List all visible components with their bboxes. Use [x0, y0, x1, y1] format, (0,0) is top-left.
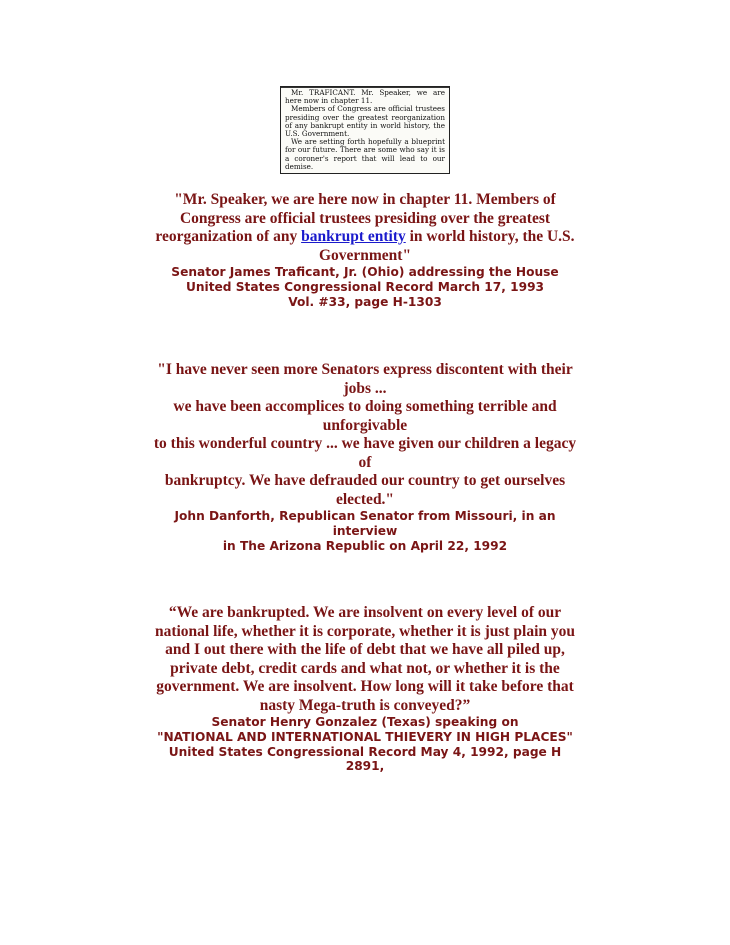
- quote-danforth-line-4: bankruptcy. We have defrauded our country to get ourselves elected.": [164, 472, 566, 508]
- quote-danforth-line-1: "I have never seen more Senators express discontent with their jobs ...: [157, 361, 573, 397]
- clipping-top-rule: [281, 87, 449, 88]
- quote-block-gonzalez: [150, 604, 580, 774]
- quote-block-traficant: [150, 191, 580, 309]
- quote-traficant-part-1: "Mr. Speaker, we are here now in chapter 11. Members of Congress are official trustees presiding over the greatest reorganization of any: [155, 191, 556, 245]
- quote-gonzalez-text: “We are bankrupted. We are insolvent on every level of our national life, whether it is corporate, whether it is just plain you and I out there with the life of debt that we have all piled up, private debt, credit cards and what not, or whether it is the government. We are insolvent. How long will it take before that nasty Mega-truth is conveyed?”: [154, 604, 576, 714]
- attribution-danforth-line-1: John Danforth, Republican Senator from Missouri, in an interview: [174, 509, 556, 538]
- clipping-line-2: Members of Congress are official trustees presiding over the greatest reorganization of any bankrupt entity in world history, the U.S. Government.: [285, 104, 445, 139]
- quote-danforth-line-3: to this wonderful country ... we have given our children a legacy of: [153, 435, 577, 471]
- clipping-line-1: Mr. TRAFICANT. Mr. Speaker, we are here now in chapter 11.: [285, 88, 445, 106]
- attribution-traficant-line-3: Vol. #33, page H-1303: [288, 294, 442, 309]
- attribution-gonzalez-line-1: Senator Henry Gonzalez (Texas) speaking on: [211, 715, 519, 729]
- clipping-line-3: We are setting forth hopefully a blueprint for our future. There are some who say it is a coroner's report that will lead to our demise.: [285, 137, 445, 171]
- quote-danforth-line-2: we have been accomplices to doing something terrible and unforgivable: [173, 398, 557, 434]
- attribution-gonzalez-line-3: United States Congressional Record May 4, 1992, page H 2891,: [168, 744, 562, 774]
- quote-traficant-part-2: in world history, the U.S. Government": [318, 228, 575, 264]
- newspaper-clipping-image: [280, 86, 450, 174]
- quote-traficant-text: [150, 191, 580, 265]
- quote-block-danforth: [150, 361, 580, 553]
- bankrupt-entity-link[interactable]: bankrupt entity: [301, 228, 406, 245]
- attribution-traficant-line-2: United States Congressional Record March 17, 1993: [185, 279, 545, 294]
- attribution-gonzalez-line-2: "NATIONAL AND INTERNATIONAL THIEVERY IN HIGH PLACES": [157, 729, 573, 744]
- attribution-danforth-line-2: in The Arizona Republic on April 22, 1992: [222, 538, 508, 553]
- attribution-traficant-line-1: Senator James Traficant, Jr. (Ohio) addressing the House: [171, 265, 559, 279]
